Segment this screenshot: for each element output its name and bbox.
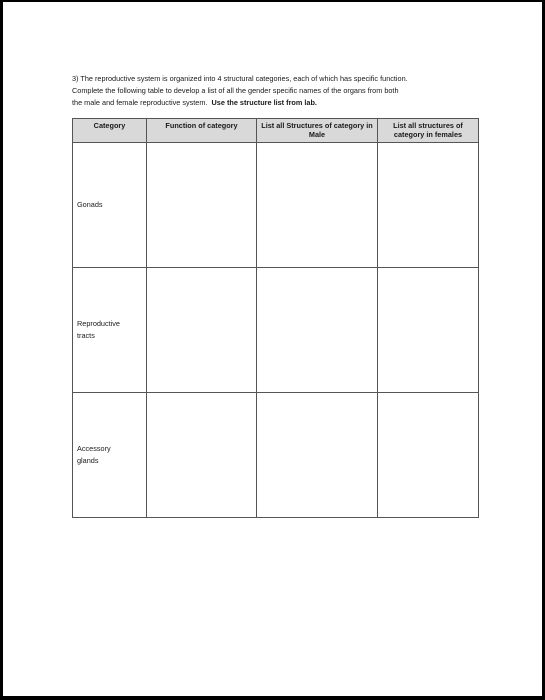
- prompt-line-3: the male and female reproductive system.: [72, 98, 208, 107]
- male-structures-cell[interactable]: [257, 268, 378, 393]
- prompt-instruction-bold: Use the structure list from lab.: [211, 98, 317, 107]
- male-structures-cell[interactable]: [257, 143, 378, 268]
- table-row: [73, 268, 479, 393]
- table-row: [73, 393, 479, 518]
- question-prompt: [72, 73, 484, 109]
- function-cell[interactable]: [147, 143, 257, 268]
- table-header-row: [73, 119, 479, 143]
- function-cell[interactable]: [147, 268, 257, 393]
- female-structures-cell[interactable]: [378, 268, 479, 393]
- female-structures-cell[interactable]: [378, 143, 479, 268]
- header-category: Category: [73, 119, 147, 143]
- header-female-structures: List all structures of category in females: [378, 119, 479, 143]
- header-male-structures: List all Structures of category in Male: [257, 119, 378, 143]
- female-structures-cell[interactable]: [378, 393, 479, 518]
- prompt-line-2: Complete the following table to develop a list of all the gender specific names of the organs from both: [72, 86, 399, 95]
- reproductive-system-table: [72, 118, 479, 518]
- table-row: [73, 143, 479, 268]
- function-cell[interactable]: [147, 393, 257, 518]
- header-function: Function of category: [147, 119, 257, 143]
- category-cell-gonads: Gonads: [73, 143, 147, 268]
- category-cell-accessory-glands: Accessory glands: [73, 393, 147, 518]
- male-structures-cell[interactable]: [257, 393, 378, 518]
- worksheet-content: [72, 73, 484, 465]
- category-cell-reproductive-tracts: Reproductive tracts: [73, 268, 147, 393]
- prompt-line-1: 3) The reproductive system is organized into 4 structural categories, each of which has specific function.: [72, 74, 408, 83]
